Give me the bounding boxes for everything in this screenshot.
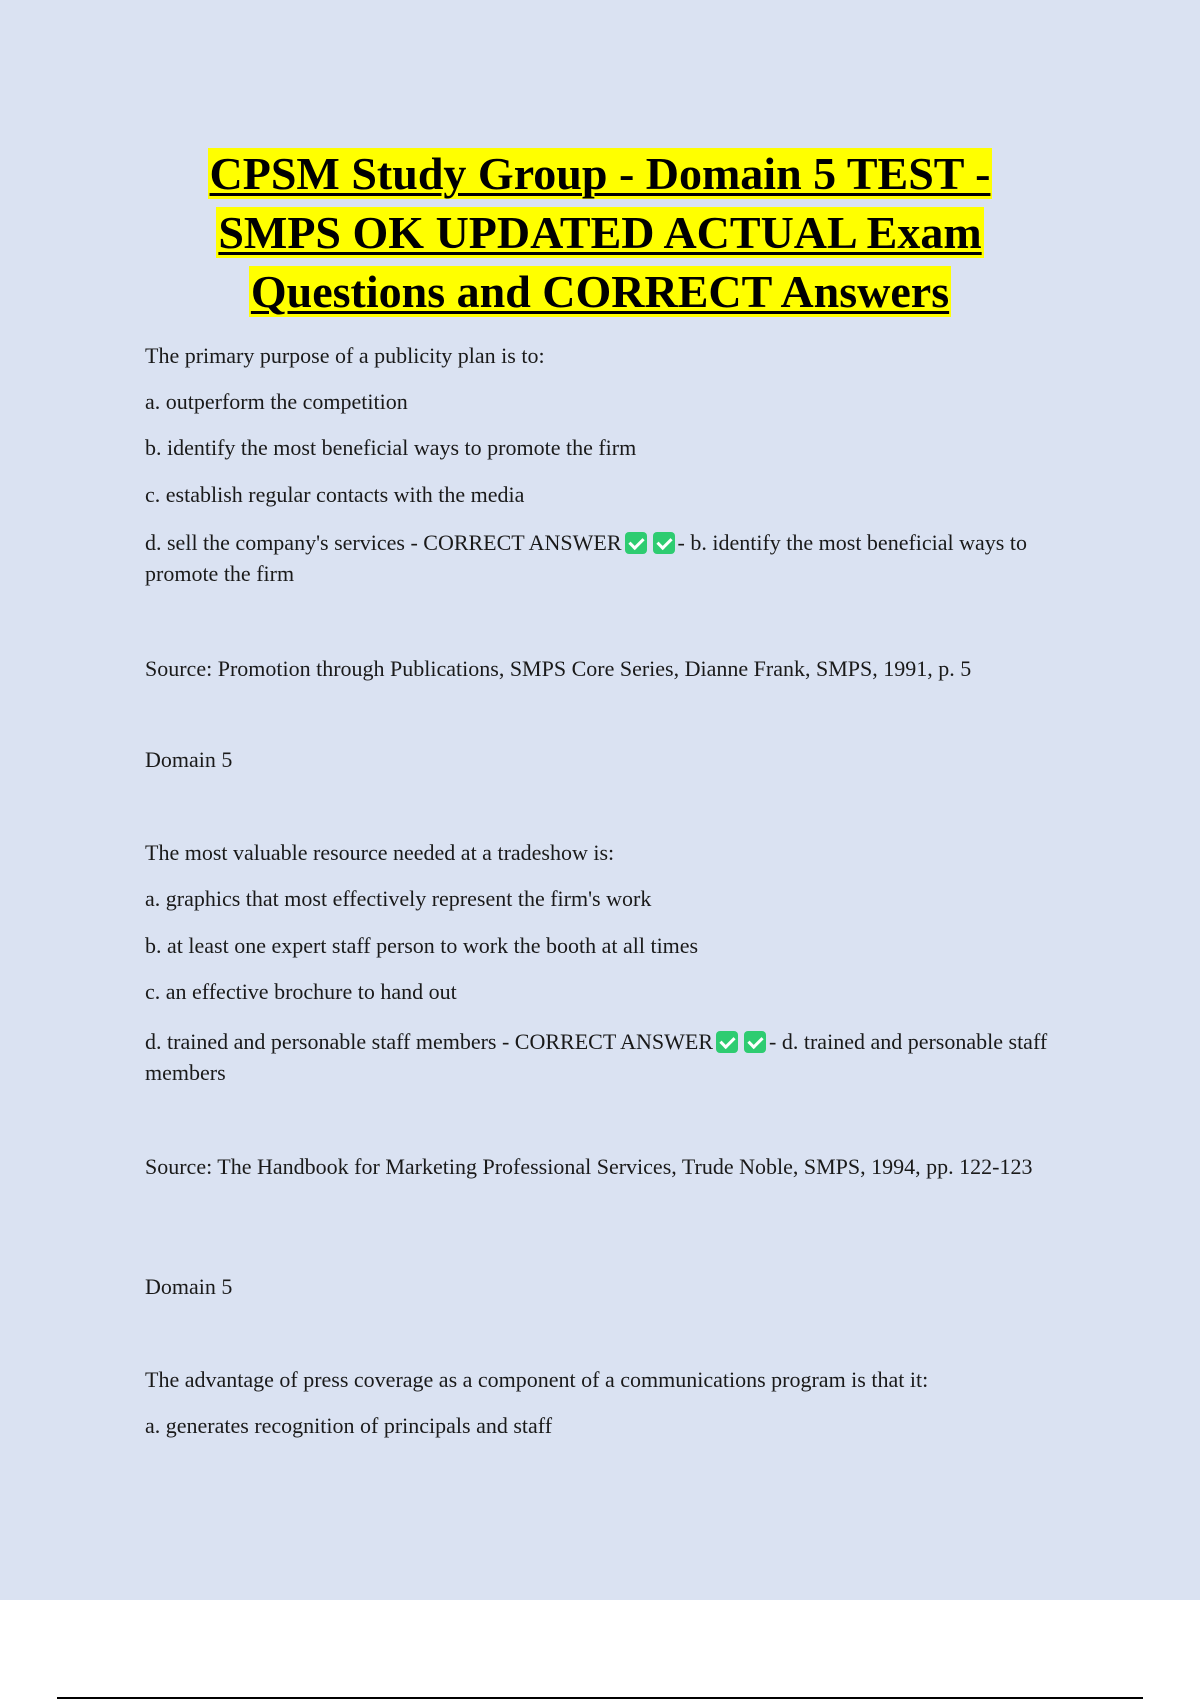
question-2-stem: The most valuable resource needed at a tradeshow is: — [145, 840, 615, 865]
question-1-option-d — [145, 527, 1095, 589]
title-line: Questions and CORRECT Answers — [250, 266, 950, 317]
title-line: CPSM Study Group - Domain 5 TEST - — [209, 148, 991, 199]
question-2-option-d — [145, 1026, 1095, 1088]
correct-answer-text: - b. identify the most beneficial ways to promote the firm — [145, 530, 1027, 586]
question-1-domain: Domain 5 — [145, 747, 233, 772]
question-2-option-c: c. an effective brochure to hand out — [145, 979, 457, 1004]
question-2-source: Source: The Handbook for Marketing Professional Services, Trude Noble, SMPS, 1994, pp. 122-123 — [145, 1154, 1033, 1179]
check-mark-icon — [744, 1031, 766, 1053]
question-3-stem: The advantage of press coverage as a component of a communications program is that it: — [145, 1367, 929, 1392]
question-1-stem: The primary purpose of a publicity plan is to: — [145, 343, 545, 368]
question-1-option-a: a. outperform the competition — [145, 389, 408, 414]
check-mark-icon — [625, 532, 647, 554]
question-2-option-a: a. graphics that most effectively represent the firm's work — [145, 886, 652, 911]
question-1-source: Source: Promotion through Publications, SMPS Core Series, Dianne Frank, SMPS, 1991, p. 5 — [145, 656, 972, 681]
question-1-option-c: c. establish regular contacts with the media — [145, 482, 525, 507]
question-2-option-b: b. at least one expert staff person to work the booth at all times — [145, 933, 699, 958]
correct-answer-text: - d. trained and personable staff members — [145, 1029, 1048, 1085]
document-title — [0, 144, 1200, 321]
question-2-domain: Domain 5 — [145, 1274, 233, 1299]
option-d-text: d. sell the company's services - CORRECT ANSWER — [145, 530, 622, 555]
footer-divider — [57, 1697, 1143, 1699]
title-line: SMPS OK UPDATED ACTUAL Exam — [218, 207, 982, 258]
check-mark-icon — [653, 532, 675, 554]
check-mark-icon — [716, 1031, 738, 1053]
option-d-text: d. trained and personable staff members - CORRECT ANSWER — [145, 1029, 714, 1054]
question-3-option-a: a. generates recognition of principals and staff — [145, 1413, 553, 1438]
question-1-option-b: b. identify the most beneficial ways to promote the firm — [145, 435, 637, 460]
